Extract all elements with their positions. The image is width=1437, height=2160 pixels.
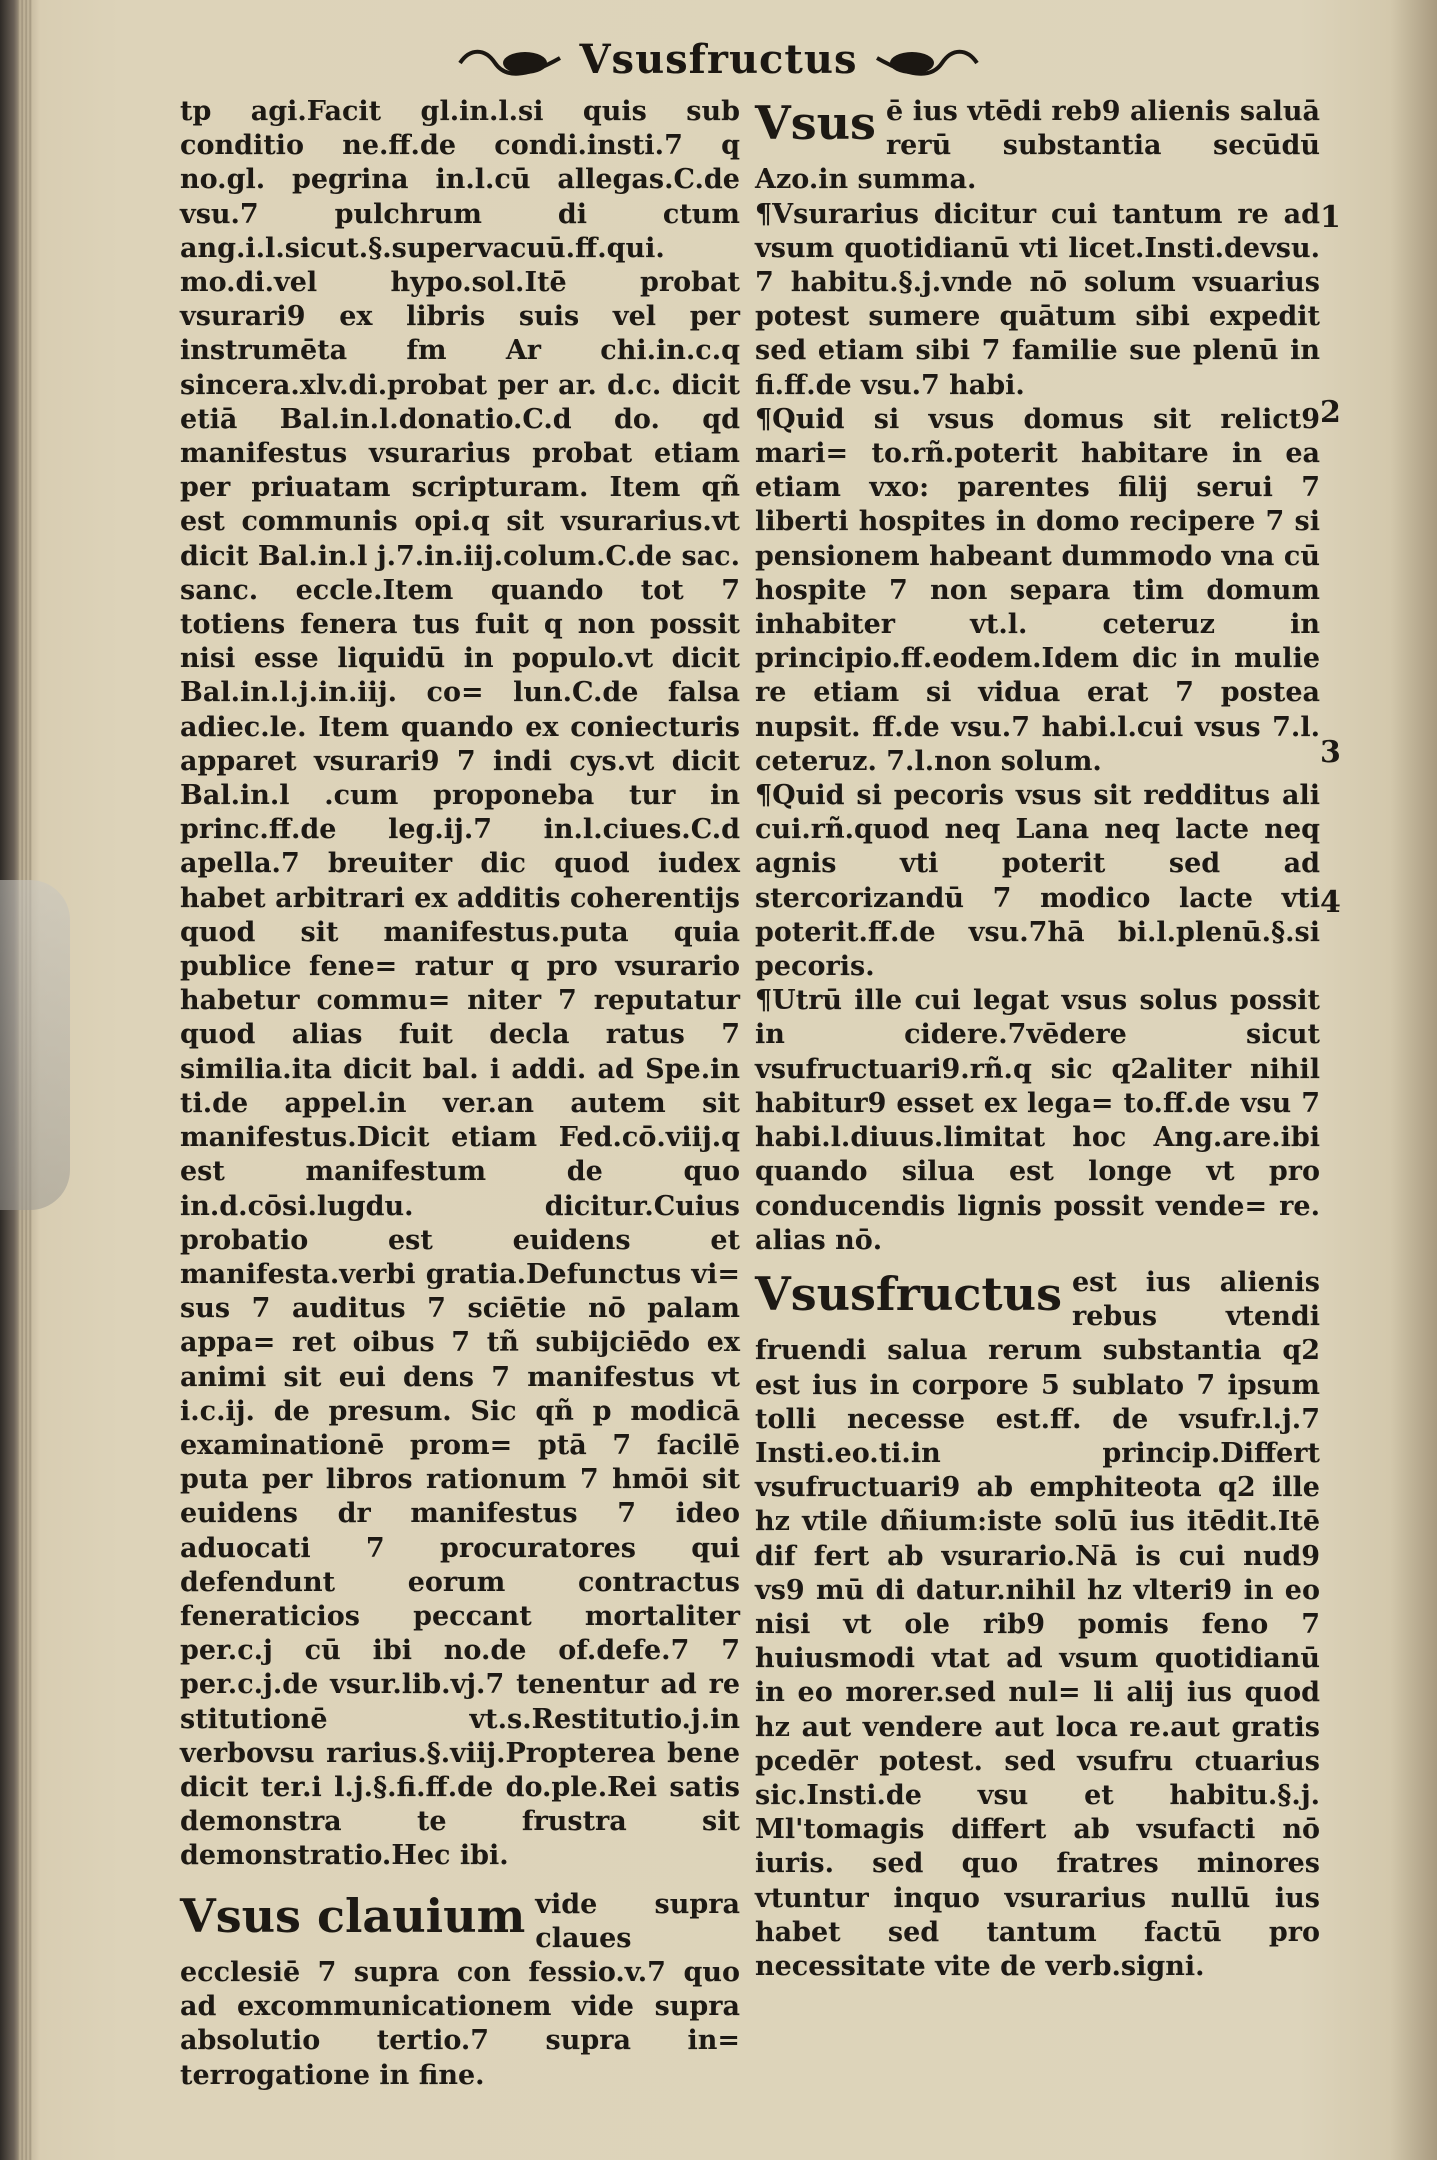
margin-number: 3 [1320,735,1341,770]
entry-text: ē ius vtēdi reb9 alienis saluā rerū substantia secūdū Azo.in summa. [755,96,1320,196]
page-clip [0,880,70,1210]
left-column [180,95,740,2093]
left-paragraph: tp agi.Facit gl.in.l.si quis sub conditio ne.ff.de condi.insti.7 q no.gl. pegrina in.l.cū allegas.C.de vsu.7 pulchrum di ctum ang.i.l.sicut.§.supervacuū.ff.qui. mo.di.vel hypo.sol.Itē probat vsurari9 ex libris suis vel per instrumēta fm Ar chi.in.c.q sincera.xlv.di.probat per ar. d.c. dicit etiā Bal.in.l.donatio.C.d do. qd manifestus vsurarius probat etiam per priuatam scripturam. Item qñ est communis opi.q sit vsurarius.vt dicit Bal.in.l j.7.in.iij.colum.C.de sac. sanc. eccle.Item quando tot 7 totiens fenera tus fuit q non possit nisi esse liquidū in populo.vt dicit Bal.in.l.j.in.iij. co= lun.C.de falsa adiec.le. Item quando ex coniecturis apparet vsurari9 7 indi cys.vt dicit Bal.in.l .cum proponeba tur in princ.ff.de leg.ij.7 in.l.ciues.C.d apella.7 breuiter dic quod iudex habet arbitrari ex additis coherentijs quod sit manifestus.puta quia publice fene= ratur q pro vsurario habetur commu= niter 7 reputatur quod alias fuit decla ratus 7 similia.ita dicit bal. i addi. ad Spe.in ti.de appel.in ver.an autem sit manifestus.Dicit etiam Fed.cō.viij.q est manifestum de quo in.d.cōsi.lugdu. dicitur.Cuius probatio est euidens et manifesta.verbi gratia.Defunctus vi= sus 7 auditus 7 sciētie nō palam appa= ret oibus 7 tñ subijciēdo ex animi sit eui dens 7 manifestus vt i.c.ij. de presum. Sic qñ p modicā examinationē prom= ptā 7 facilē puta per libros rationum 7 hmōi sit euidens dr manifestus 7 ideo aduocati 7 procuratores qui defendunt eorum contractus feneraticios peccant mortaliter per.c.j cū ibi no.de of.defe.7 7 per.c.j.de vsur.lib.vj.7 tenentur ad re stitutionē vt.s.Restitutio.j.in verbovsu rarius.§.viij.Propterea bene dicit ter.i l.j.§.fi.ff.de do.ple.Rei satis demonstra te frustra sit demonstratio.Hec ibi. [180,96,740,1872]
header-title: Vsusfructus [579,36,858,83]
usus-clavium-entry [180,1888,740,2093]
entry-heading: Vsusfructus [755,1266,1062,1321]
entry-heading: Vsus clauium [180,1888,526,1943]
margin-number: 4 [1320,885,1341,920]
right-paragraph: ¶Vsurarius dicitur cui tantum re ad vsum quotidianū vti licet.Insti.devsu. 7 habitu.§.j.vnde nō solum vsuarius potest sumere quātum sibi expedit sed etiam sibi 7 familie sue plenū in fi.ff.de vsu.7 habi. [755,198,1320,401]
right-column [755,95,1320,1984]
right-paragraph: ¶Utrū ille cui legat vsus solus possit in cidere.7vēdere sicut vsufructuari9.rñ.q sic q2aliter nihil habitur9 esset ex lega= to.ff.de vsu 7 habi.l.diuus.limitat hoc Ang.are.ibi quando silua est longe vt pro conducendis lignis possit vende= re. alias nō. [755,985,1320,1256]
left-ornament-icon [455,43,565,83]
entry-text: est ius alienis rebus vtendi fruendi salua rerum substantia q2 est ius in corpore 5 sublato 7 ipsum tolli necesse est.ff. de vsufr.l.j.7 Insti.eo.ti.in princip.Differt vsufructuari9 ab emphiteota q2 ille hz vtile dñium:iste solū ius itēdit.Itē dif fert ab vsurario.Nā is cui nud9 vs9 mū di datur.nihil hz vlteri9 in eo nisi vt ole rib9 pomis feno 7 huiusmodi vtat ad vsum quotidianū in eo morer.sed nul= li alij ius quod hz aut vendere aut loca re.aut gratis pcedēr potest. sed vsufru ctuarius sic.Insti.de vsu et habitu.§.j. Ml'tomagis differt ab vsufacti nō iuris. sed quo fratres minores vtuntur inquo vsurarius nullū ius habet sed tantum factū pro necessitate vite de verb.signi. [755,1266,1320,1982]
running-header [0,36,1437,83]
entry-text: vide supra claues ecclesiē 7 supra con fessio.v.7 quo ad excommunicationem vide supra absolutio tertio.7 supra in= terrogatione in fine. [180,1888,740,2091]
entry-heading: Vsus [755,96,876,150]
usufructus-entry [755,1266,1320,1984]
margin-number: 2 [1320,395,1341,430]
margin-number: 1 [1320,200,1341,235]
right-paragraph: ¶Quid si vsus domus sit relict9 mari= to.rñ.poterit habitare in ea etiam vxo: parentes filij serui 7 liberti hospites in domo recipere 7 si pensionem habeant dummodo vna cū hospite 7 non separa tim domum inhabiter vt.l. ceteruz in principio.ff.eodem.Idem dic in mulie re etiam si vidua erat 7 postea nupsit. ff.de vsu.7 habi.l.cui vsus 7.l. ceteruz. 7.l.non solum. [755,403,1320,777]
right-paragraph: ¶Quid si pecoris vsus sit redditus ali cui.rñ.quod neq Lana neq lacte neq agnis vti poterit sed ad stercorizandū 7 modico lacte vti poterit.ff.de vsu.7hā bi.l.plenū.§.si pecoris. [755,780,1320,983]
usus-entry [755,95,1320,198]
right-ornament-icon [872,43,982,83]
